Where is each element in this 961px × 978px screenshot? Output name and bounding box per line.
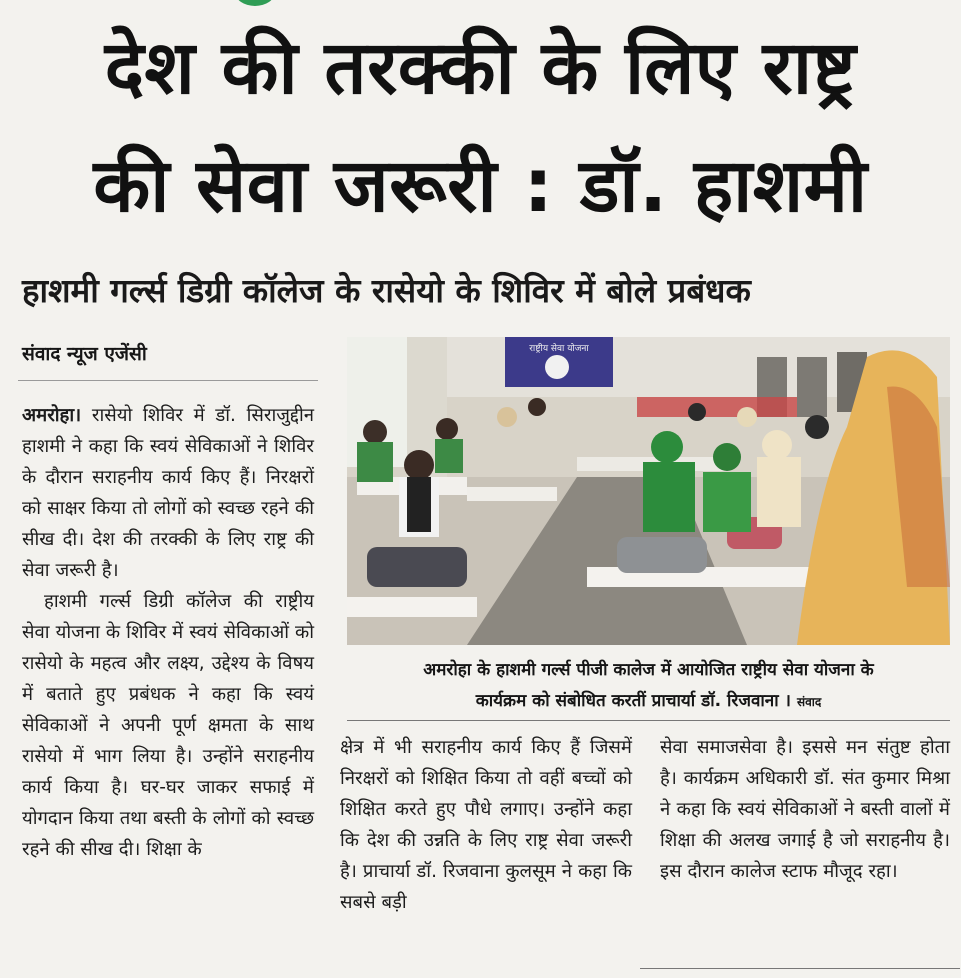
caption-line-1: अमरोहा के हाशमी गर्ल्स पीजी कालेज में आयोजित राष्ट्रीय सेवा योजना के [423, 660, 874, 680]
article-paragraph-2: हाशमी गर्ल्स डिग्री कॉलेज की राष्ट्रीय सेवा योजना के शिविर में स्वयं सेविकाओं को रासेयो के महत्व और लक्ष्य, उद्देश्य के विषय में बताते हुए प्रबंधक ने कहा कि स्वयं सेविकाओं ने अपनी पूर्ण क्षमता के साथ रासेयो में भाग लिया है। उन्होंने सराहनीय कार्य किया है। घर-घर जाकर सफाई में योगदान किया तथा बस्ती के लोगों को स्वच्छ रहने की सीख दी। शिक्षा के [22, 591, 314, 860]
byline-divider [18, 380, 318, 381]
headline-line-1: देश की तरक्की के लिए राष्ट्र [104, 25, 857, 111]
article-column-2: क्षेत्र में भी सराहनीय कार्य किए हैं जिसमें निरक्षरों को शिक्षित किया तो वहीं बच्चों को शिक्षित करते हुए पौधे लगाए। उन्होंने कहा कि देश की उन्नति के लिए राष्ट्र सेवा जरूरी है। प्राचार्या डॉ. रिजवाना कुलसूम ने कहा कि सबसे बड़ी [340, 737, 632, 913]
photo-caption [347, 655, 950, 718]
classroom-photo [347, 337, 950, 645]
caption-divider [347, 720, 950, 721]
article-paragraph-1 [22, 400, 314, 586]
svg-text:राष्ट्रीय सेवा योजना: राष्ट्रीय सेवा योजना [529, 344, 589, 354]
article-column-3: सेवा समाजसेवा है। इससे मन संतुष्ट होता है। कार्यक्रम अधिकारी डॉ. संत कुमार मिश्रा ने कहा कि स्वयं सेविकाओं ने बस्ती वालों में शिक्षा की अलख जगाई है जो सराहनीय है। इस दौरान कालेज स्टाफ मौजूद रहा। [660, 737, 950, 882]
bottom-divider [640, 968, 960, 969]
caption-line-2: कार्यक्रम को संबोधित करतीं प्राचार्या डॉ. रिजवाना । [475, 691, 791, 711]
dateline: अमरोहा। [22, 405, 82, 426]
byline: संवाद न्यूज एजेंसी [22, 343, 147, 365]
paragraph-1-text: रासेयो शिविर में डॉ. सिराजुद्दीन हाशमी ने कहा कि स्वयं सेविकाओं ने शिविर के दौरान सराहनीय कार्य किए हैं। निरक्षरों को साक्षर किया तो लोगों को स्वच्छ रहने की सीख दी। देश की तरक्की के लिए राष्ट्र की सेवा जरूरी है। [22, 405, 315, 581]
headline-line-2: की सेवा जरूरी : डॉ. हाशमी [93, 143, 868, 229]
photo-credit: संवाद [797, 695, 822, 709]
news-photo [347, 337, 950, 645]
article-column-1 [22, 400, 314, 865]
subheadline: हाशमी गर्ल्स डिग्री कॉलेज के रासेयो के शिविर में बोले प्रबंधक [22, 271, 751, 310]
decorative-green-circle [235, 0, 275, 6]
